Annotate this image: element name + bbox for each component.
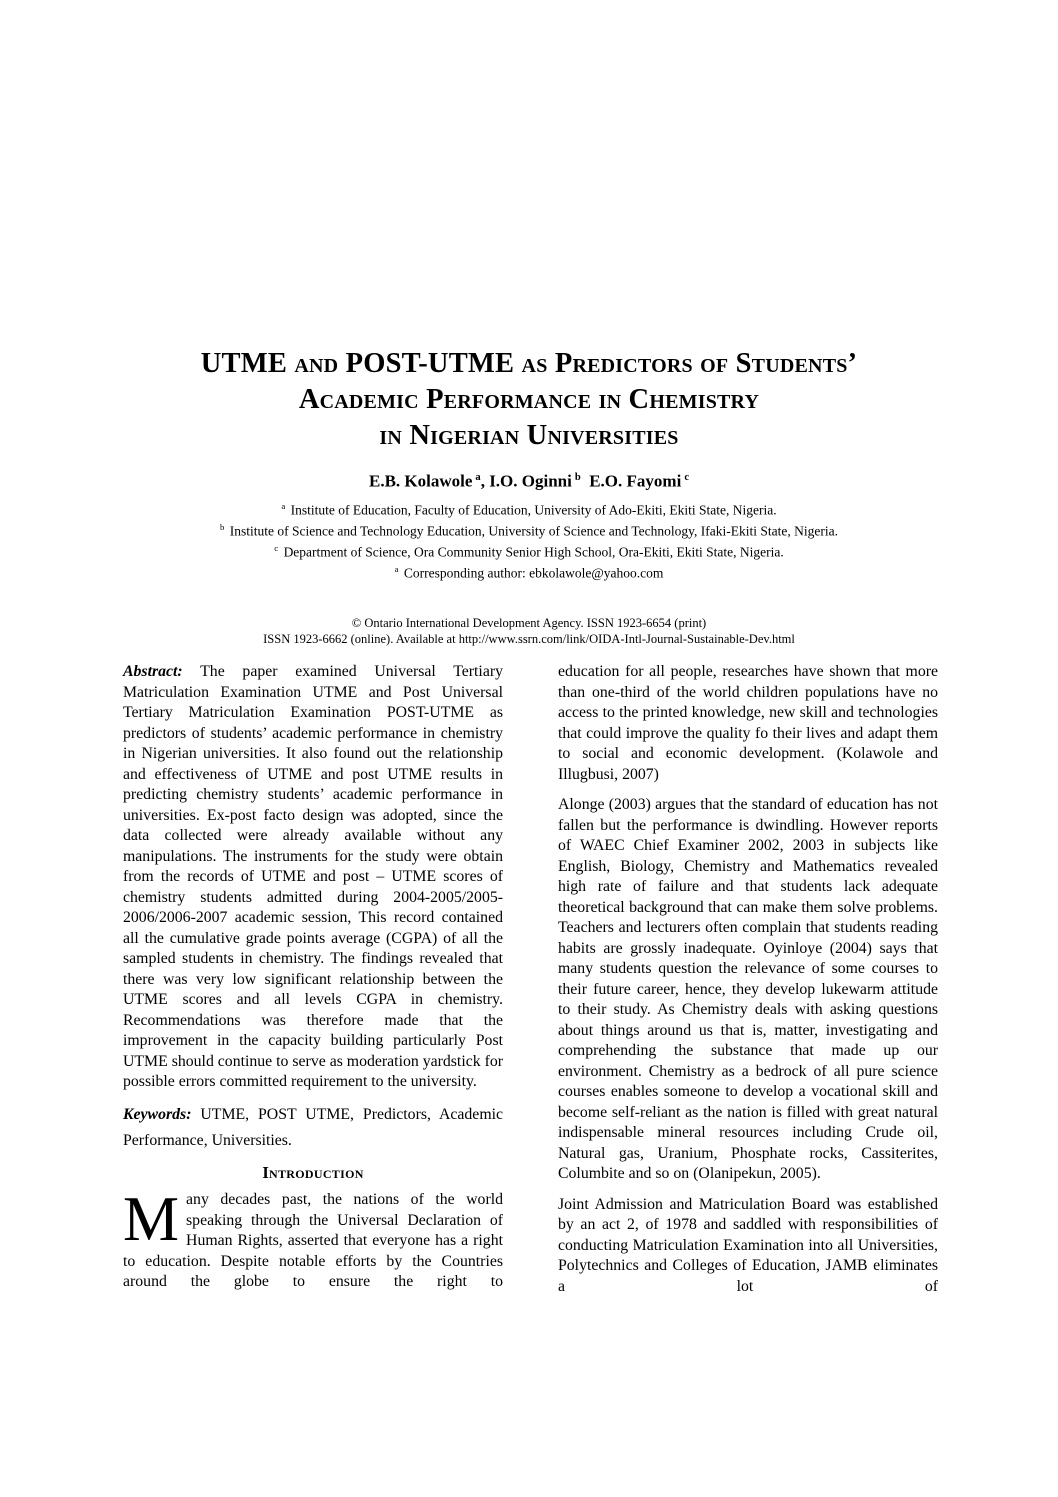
introduction-paragraph [123,1184,503,1293]
keywords-paragraph [123,1102,503,1154]
affiliation-superscript: b [220,521,225,532]
introduction-heading: Introduction [262,1162,364,1182]
author-separator [581,472,590,491]
author-superscript: a [475,472,481,483]
abstract-paragraph [123,662,503,1093]
body-paragraph: education for all people, researches have shown that more than one-third of the world children populations have no access to the printed knowledge, new skill and technologies that could improve the quality fo their lives and adapt them to social and economic development. (Kolawole and Illugbusi, 2007) [558,663,938,783]
keywords-label: Keywords: [123,1105,192,1123]
paper-header [0,346,1058,647]
introduction-text: any decades past, the nations of the world speaking through the Universal Declaration of Human Rights, asserted that everyone has a right to education. Despite notable efforts by the Countries around the globe to ensure the right to [123,1191,503,1290]
abstract-label: Abstract: [123,663,183,680]
intro-dropcap: M [123,1184,180,1254]
affiliation-text: Institute of Education, Faculty of Education, University of Ado-Ekiti, Ekiti State, Nigeria. [290,502,777,518]
affiliation-text: Department of Science, Ora Community Senior High School, Ora-Ekiti, Ekiti State, Nigeria. [283,544,784,560]
affiliation-superscript: a [394,563,399,574]
publisher-block [0,615,1058,647]
author-superscript: b [574,472,581,483]
affiliation-text: Institute of Science and Technology Education, University of Science and Technology, Ifaki-Ekiti State, Nigeria. [229,523,838,539]
publisher-line-1: © Ontario International Development Agency. ISSN 1923-6654 (print) [351,615,707,630]
keywords-text: UTME, POST UTME, Predictors, Academic Performance, Universities. [123,1105,504,1149]
affiliation-line [0,540,1058,561]
abstract-text: The paper examined Universal Tertiary Matriculation Examination UTME and Post Universal Tertiary Matriculation Examination POST-UTME as predictors of students’ academic performance in chemistry in Nigerian universities. It also found out the relationship and effectiveness of UTME and post UTME results in predicting chemistry students’ academic performance in universities. Ex-post facto design was adopted, since the data collected were already available without any manipulations. The instruments for the study were obtain from the records of UTME and post – UTME scores of chemistry students admitted during 2004-2005/2005-2006/2006-2007 academic session, This record contained all the cumulative grade points average (CGPA) of all the sampled students in chemistry. The findings revealed that there was very low significant relationship between the UTME scores and all levels CGPA in chemistry. Recommendations was therefore made that the improvement in the capacity building particularly Post UTME should continue to serve as moderation yardstick for possible errors committed requirement to the university. [123,663,503,1090]
author-separator: , [480,471,490,491]
affiliation-line [0,519,1058,540]
title-line-2: Academic Performance in Chemistry [298,384,760,415]
publisher-line-2: ISSN 1923-6662 (online). Available at http://www.ssrn.com/link/OIDA-Intl-Journal-Sustainable-Dev.html [263,631,795,646]
affiliations-block [0,498,1058,582]
affiliation-superscript: c [274,542,279,553]
paper-title [0,346,1058,454]
title-line-3: in Nigerian Universities [379,420,679,451]
body-columns [123,662,938,1297]
right-column [558,662,938,1297]
affiliation-superscript: a [281,500,286,511]
body-paragraph: Joint Admission and Matriculation Board was established by an act 2, of 1978 and saddled with responsibilities of conducting Matriculation Examination into all Universities, Polytechnics and Colleges of Education, JAMB eliminates a lot of [558,1195,938,1295]
corresponding-author-text: Corresponding author: ebkolawole@yahoo.com [403,565,664,581]
affiliation-line [0,498,1058,519]
authors-line [0,467,1058,492]
author-name: E.B. Kolawole [369,471,473,491]
author-superscript: c [684,472,689,483]
corresponding-author-line [0,561,1058,582]
title-line-1: UTME and POST-UTME as Predictors of Students’ [200,348,858,379]
author-name: E.O. Fayomi [589,471,682,491]
author-name: I.O. Oginni [489,471,572,491]
left-column [123,662,503,1297]
body-paragraph: Alonge (2003) argues that the standard of education has not fallen but the performance is dwindling. However reports of WAEC Chief Examiner 2002, 2003 in subjects like English, Biology, Chemistry and Mathematics revealed high rate of failure and that students lack adequate theoretical background that can make them solve problems. Teachers and lecturers often complain that students reading habits are grossly inadequate. Oyinloye (2004) says that many students question the relevance of some courses to their future career, hence, they develop lukewarm attitude to their study. As Chemistry deals with asking questions about things around us that is, matter, investigating and comprehending the substance that made up our environment. Chemistry as a bedrock of all pure science courses enables someone to develop a vocational skill and become self-reliant as the nation is filled with great natural indispensable mineral resources including Crude oil, Natural gas, Uranium, Phosphate rocks, Cassiterites, Columbite and so on (Olanipekun, 2005). [558,796,938,1182]
